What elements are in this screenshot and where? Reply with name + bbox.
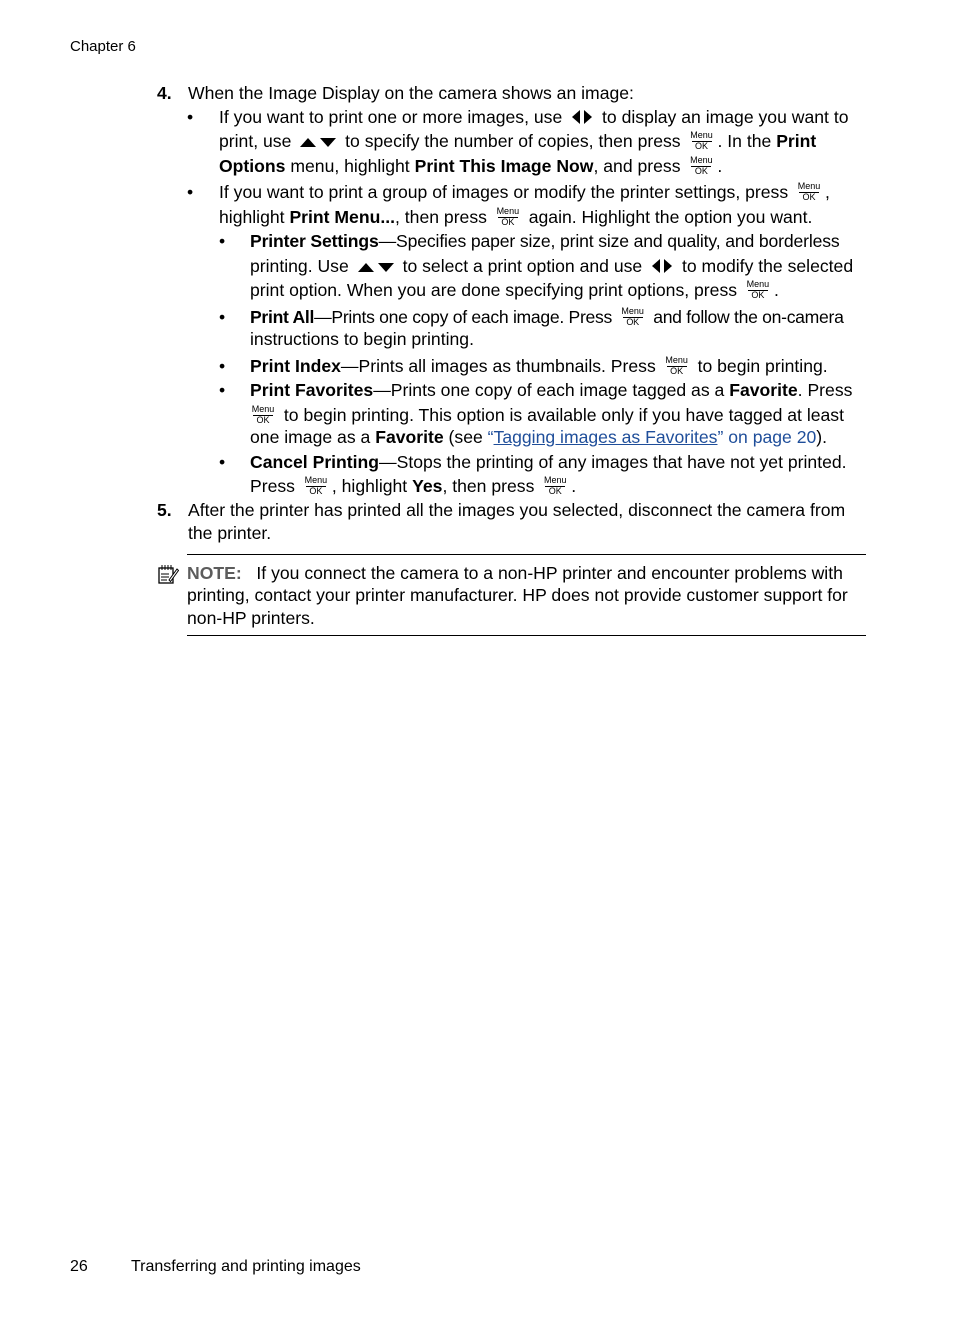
bullet2-line1: [219, 181, 830, 203]
text: to modify the selected: [681, 256, 854, 276]
step4-intro: When the Image Display on the camera shows an image:: [188, 83, 634, 103]
text: If you want to print one or more images, use: [219, 107, 563, 127]
note-bottom-rule: [187, 635, 866, 636]
sub1-line3: [250, 279, 779, 301]
bullet1-line1: [219, 106, 849, 128]
sub-bullet-marker: •: [219, 307, 226, 327]
menu-ok-button-icon: Menu OK: [304, 475, 328, 496]
sub1-line1: [250, 230, 840, 252]
menu-ok-button-icon: Menu OK: [665, 355, 688, 376]
text: , highlight: [331, 476, 408, 496]
text: —Prints all images as thumbnails. Press: [340, 356, 656, 376]
menu-ok-button-icon: Menu OK: [690, 130, 713, 151]
text: print, use: [219, 131, 292, 151]
text: , then press: [395, 207, 487, 227]
text: to begin printing. This option is available only if you have tagged at least: [283, 405, 844, 425]
bullet1-line2: [219, 130, 816, 152]
step-number-5: 5.: [157, 500, 172, 520]
cross-reference-link[interactable]: “Tagging images as Favorites” on page 20: [487, 427, 817, 447]
text: highlight: [219, 207, 285, 227]
text: If you connect the camera to a non-HP printer and encounter problems with: [256, 563, 843, 583]
text: .: [773, 280, 779, 300]
text-bold: Favorite: [729, 380, 798, 400]
note-line2: printing, contact your printer manufacturer. HP does not provide customer support for: [187, 585, 848, 605]
bullet1-line3: [219, 155, 722, 177]
menu-ok-button-icon: Menu OK: [797, 181, 821, 202]
step5-line2: the printer.: [188, 523, 272, 543]
sub-bullet-marker: •: [219, 231, 226, 251]
text: print option. When you are done specifying print options, press: [250, 280, 738, 300]
text: to begin printing.: [697, 356, 828, 376]
text-bold: Print: [776, 131, 817, 151]
menu-ok-button-icon: Menu OK: [621, 306, 644, 327]
text-bold: Print This Image Now: [414, 156, 594, 176]
up-down-arrows-icon: [357, 260, 395, 274]
sub2-line2: instructions to begin printing.: [250, 329, 474, 349]
text-bold: Yes: [412, 476, 443, 496]
text: ).: [816, 427, 828, 447]
menu-ok-button-icon: Menu OK: [496, 206, 520, 227]
menu-ok-button-icon: Menu OK: [544, 475, 567, 496]
menu-ok-button-icon: Menu OK: [251, 404, 275, 425]
text: , and press: [593, 156, 681, 176]
text-bold: Printer Settings: [250, 231, 379, 251]
text-bold: Print Index: [250, 356, 341, 376]
text: (see: [448, 427, 483, 447]
text: —Stops the printing of any images that have not yet printed.: [379, 452, 847, 472]
text-bold: Options: [219, 156, 286, 176]
text: printing. Use: [250, 256, 349, 276]
text-bold: Cancel Printing: [250, 452, 380, 472]
left-right-arrows-icon: [570, 109, 594, 125]
step5-line1: After the printer has printed all the images you selected, disconnect the camera from: [188, 500, 846, 520]
note-line1: [187, 562, 843, 584]
text: to display an image you want to: [602, 107, 849, 127]
sub-bullet-marker: •: [219, 452, 226, 472]
sub-bullet-marker: •: [219, 380, 226, 400]
up-down-arrows-icon: [299, 135, 337, 149]
text: .: [571, 476, 577, 496]
menu-ok-button-icon: Menu OK: [690, 155, 713, 176]
text: —Prints one copy of each image tagged as a: [373, 380, 725, 400]
text: one image as a: [250, 427, 371, 447]
text: . In the: [717, 131, 772, 151]
text: to select a print option and use: [402, 256, 643, 276]
text-bold: Print Favorites: [250, 380, 374, 400]
note-pad-icon: [157, 563, 179, 585]
text: If you want to print a group of images or modify the printer settings, press: [219, 182, 789, 202]
note-top-rule: [187, 554, 866, 555]
text: to specify the number of copies, then press: [345, 131, 681, 151]
text: .: [717, 156, 723, 176]
note-label: NOTE:: [187, 563, 242, 583]
text: ,: [825, 182, 830, 202]
text: —Prints one copy of each image. Press: [314, 307, 613, 327]
text: and follow the on-camera: [653, 307, 844, 327]
text: , then press: [442, 476, 535, 496]
sub5-line2: [250, 475, 576, 497]
sub4-line2: [250, 404, 844, 426]
bullet-marker: •: [187, 182, 194, 202]
bullet2-line2: [219, 206, 812, 228]
text: Press: [250, 476, 295, 496]
text-bold: Print All: [250, 307, 315, 327]
sub2-line1: [250, 306, 844, 328]
sub3-line1: [250, 355, 828, 377]
sub5-line1: [250, 451, 847, 473]
text-bold: Print Menu...: [289, 207, 395, 227]
left-right-arrows-icon: [650, 258, 674, 274]
text: again. Highlight the option you want.: [528, 207, 813, 227]
sub1-line2: [250, 255, 853, 277]
chapter-header: Chapter 6: [70, 38, 136, 55]
text: . Press: [797, 380, 853, 400]
sub4-line1: [250, 379, 852, 401]
page-number: 26: [70, 1258, 88, 1275]
sub4-line3: [250, 426, 827, 448]
step-number-4: 4.: [157, 83, 172, 103]
text-bold: Favorite: [375, 427, 444, 447]
bullet-marker: •: [187, 107, 194, 127]
menu-ok-button-icon: Menu OK: [746, 279, 770, 300]
sub-bullet-marker: •: [219, 356, 226, 376]
text: menu, highlight: [290, 156, 410, 176]
note-line3: non-HP printers.: [187, 608, 315, 628]
footer-section-title: Transferring and printing images: [131, 1258, 361, 1275]
text: —Specifies paper size, print size and quality, and borderless: [378, 231, 840, 251]
